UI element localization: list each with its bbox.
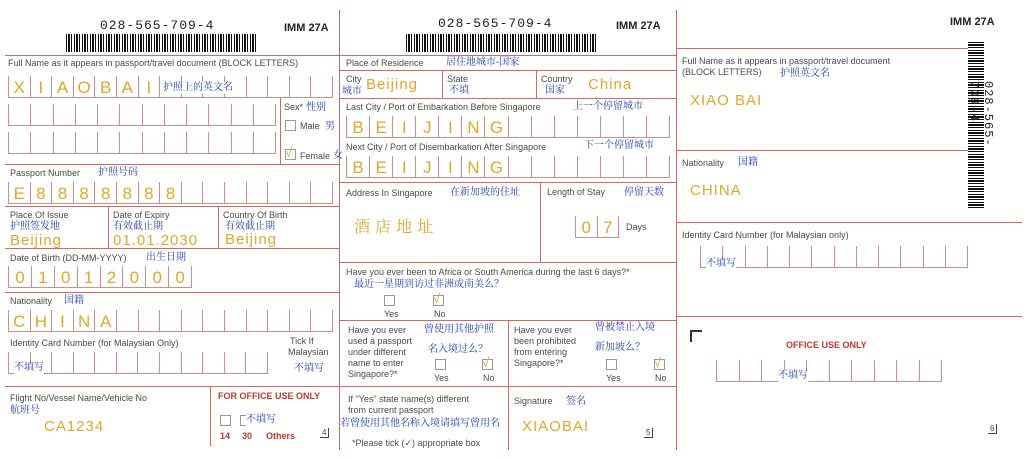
issue-label: Place Of Issue	[10, 210, 69, 220]
city-cn: 城市	[342, 86, 362, 97]
char-cell: A	[121, 78, 133, 97]
passport-label: Passport Number	[10, 168, 81, 178]
nationality-cn: 国籍	[64, 295, 84, 306]
right-office-cn: 不填写	[778, 370, 808, 381]
expiry-cn: 有效截止期	[113, 221, 163, 232]
sex-cn: 性别	[306, 102, 326, 113]
right-ic-label: Identity Card Number (for Malaysian only)	[682, 230, 849, 240]
if-yes-cn: 若曾使用其他名称入境请填写曾用名	[340, 418, 500, 429]
ic-row[interactable]	[8, 352, 268, 374]
rule	[108, 206, 109, 248]
char-cell: B	[100, 78, 112, 97]
char-cell: 0	[60, 268, 71, 287]
rule	[676, 150, 968, 151]
page-number-right: 6	[988, 424, 997, 434]
if-yes-label: If "Yes" state name(s) different from current passport	[348, 394, 469, 415]
residence-cn: 居住地城市-国家	[446, 57, 520, 68]
address-label: Address In Singapore	[346, 188, 433, 198]
rule	[5, 386, 339, 387]
nationality-label: Nationality	[10, 296, 53, 306]
prohibited-no-tick: √	[654, 355, 662, 370]
rule	[5, 206, 339, 207]
char-cell: G	[489, 158, 504, 177]
country-label: Country	[541, 74, 573, 84]
rule	[676, 316, 1022, 317]
country-value[interactable]: China	[588, 76, 633, 93]
right-nationality-value[interactable]: CHINA	[690, 182, 742, 199]
rule	[536, 70, 537, 98]
dob-cn: 出生日期	[146, 252, 186, 263]
passport-q-cn-2: 名入境过么？	[428, 344, 488, 355]
country-cn: 国家	[545, 85, 565, 96]
male-cn: 男	[325, 121, 335, 132]
char-cell: I	[401, 118, 407, 137]
char-cell: I	[146, 78, 152, 97]
rule	[218, 206, 219, 248]
prohibited-cn-1: 曾被禁止入境	[595, 322, 655, 333]
city-value[interactable]: Beijing	[366, 76, 419, 93]
office-14: 14	[220, 431, 231, 441]
char-cell: A	[100, 312, 112, 331]
barcode-middle	[406, 34, 596, 52]
char-cell: 0	[175, 268, 185, 287]
char-cell: I	[38, 78, 44, 97]
right-fullname-value[interactable]: XIAO BAI	[690, 92, 763, 109]
char-cell: 8	[122, 184, 132, 203]
passport-cn: 护照号码	[98, 167, 138, 178]
rule	[540, 182, 541, 262]
char-cell: 0	[129, 268, 140, 287]
signature-cn: 签名	[566, 396, 586, 407]
prohibited-q: Have you ever been prohibited from entering Singapore?*	[514, 325, 577, 368]
rule	[210, 386, 211, 446]
char-cell: 8	[36, 184, 46, 203]
char-cell: I	[60, 312, 65, 331]
last-city-cn: 上一个停留城市	[573, 101, 643, 112]
ic-cn: 不填写	[14, 362, 44, 373]
rule	[676, 222, 1022, 223]
char-cell: J	[423, 158, 432, 177]
char-cell: N	[77, 312, 91, 331]
right-fullname-label-1: Full Name as it appears in passport/travel document	[682, 56, 891, 66]
ic-label: Identity Card Number (for Malaysian Only)	[10, 338, 179, 348]
residence-label: Place of Residence	[346, 58, 424, 68]
prohibited-no-label: No	[655, 373, 667, 383]
doc-number-middle: 028-565-709-4	[438, 16, 553, 31]
passport-yes-checkbox[interactable]	[435, 359, 446, 370]
divider-left-middle	[339, 10, 340, 450]
char-cell: 0	[152, 268, 162, 287]
next-city-cn: 下一个停留城市	[584, 140, 654, 151]
malaysian-cn: 不填写	[294, 363, 324, 374]
char-cell: C	[13, 312, 26, 331]
page-number-middle: 5	[644, 428, 653, 438]
char-cell: O	[77, 78, 91, 97]
last-city-label: Last City / Port of Embarkation Before Singapore	[346, 102, 541, 112]
male-checkbox[interactable]	[285, 120, 296, 131]
char-cell: I	[447, 158, 453, 177]
barcode-left	[66, 34, 256, 52]
right-office-row[interactable]	[716, 360, 942, 382]
birth-country-cn: 有效截止期	[225, 221, 275, 232]
char-cell: H	[34, 312, 48, 331]
passport-q-cn-1: 曾使用其他护照	[424, 324, 494, 335]
africa-question: Have you ever been to Africa or South America during the last 6 days?*	[346, 267, 630, 277]
issue-value[interactable]: Beijing	[10, 232, 63, 249]
char-cell: A	[56, 78, 69, 97]
char-cell: B	[352, 118, 364, 137]
expiry-label: Date of Expiry	[113, 210, 170, 220]
char-cell: E	[13, 184, 25, 203]
char-cell: N	[467, 118, 480, 137]
char-cell: J	[423, 118, 432, 137]
stay-row[interactable]	[575, 216, 619, 238]
flight-cn: 航班号	[10, 405, 40, 416]
char-cell: I	[401, 158, 407, 177]
rule	[442, 70, 443, 98]
passport-no-tick: √	[482, 355, 490, 370]
state-label: State	[447, 74, 469, 84]
char-cell: 8	[57, 184, 68, 203]
right-office-label: OFFICE USE ONLY	[786, 340, 867, 350]
passport-no-label: No	[483, 373, 495, 383]
left-office-cn: 不填写	[246, 414, 276, 425]
office-box-14[interactable]	[220, 415, 231, 426]
next-city-row[interactable]	[346, 156, 670, 178]
passport-q: Have you ever used a passport under different name to enter Singapore?*	[348, 325, 413, 379]
rule	[339, 262, 676, 263]
right-ic-cn: 不填写	[706, 258, 736, 269]
char-cell: N	[467, 158, 480, 177]
form-code-right: IMM 27A	[950, 16, 995, 28]
char-cell: G	[489, 118, 504, 137]
fullname-label: Full Name as it appears in passport/travel document (BLOCK LETTERS)	[8, 58, 299, 68]
prohibited-yes-checkbox[interactable]	[606, 359, 617, 370]
char-cell: 8	[165, 184, 176, 203]
stay-cn: 停留天数	[624, 187, 664, 198]
divider-middle-right	[676, 10, 677, 450]
days-label: Days	[626, 222, 647, 232]
char-cell: 1	[83, 268, 94, 287]
char-cell: 1	[38, 268, 48, 287]
last-city-row[interactable]	[346, 116, 670, 138]
char-cell: I	[447, 118, 453, 137]
tick-note: *Please tick (✓) appropriate box	[352, 438, 481, 448]
flight-label: Flight No/Vessel Name/Vehicle No	[10, 393, 148, 403]
flight-value[interactable]: CA1234	[44, 418, 105, 435]
corner-mark	[690, 330, 702, 342]
malaysian-label: Malaysian	[288, 347, 329, 357]
dob-label: Date of Birth (DD-MM-YYYY)	[10, 253, 127, 263]
fullname-cn: 护照上的英文名	[163, 82, 233, 93]
left-office-label: FOR OFFICE USE ONLY	[218, 391, 321, 401]
rule	[5, 292, 339, 293]
tick-if-label: Tick If	[290, 336, 314, 346]
doc-number-left: 028-565-709-4	[100, 18, 215, 33]
rule	[5, 248, 339, 249]
char-cell: 8	[79, 184, 89, 203]
birth-country-value[interactable]: Beijing	[225, 231, 278, 248]
rule	[280, 98, 281, 164]
rule	[339, 98, 676, 99]
char-cell: B	[352, 158, 364, 177]
right-nationality-label: Nationality	[682, 158, 725, 168]
address-value[interactable]: 酒 店 地 址	[354, 217, 434, 236]
expiry-value[interactable]: 01.01.2030	[113, 232, 199, 249]
right-ic-row[interactable]	[700, 246, 968, 268]
char-cell: 0	[581, 218, 591, 237]
issue-cn: 护照签发地	[10, 221, 60, 232]
char-cell: X	[13, 78, 25, 97]
office-others: Others	[266, 431, 296, 441]
char-cell: E	[375, 118, 387, 137]
rule	[339, 182, 676, 183]
char-cell: 7	[603, 218, 613, 237]
africa-yes-label: Yes	[384, 309, 399, 319]
char-cell: E	[375, 158, 387, 177]
char-cell: 8	[144, 184, 154, 203]
rule	[508, 320, 509, 450]
africa-no-label: No	[434, 309, 446, 319]
char-cell: 0	[15, 268, 25, 287]
form-code-left: IMM 27A	[284, 22, 329, 34]
fullname-row-2[interactable]	[8, 104, 276, 126]
dob-row[interactable]	[8, 266, 192, 288]
rule	[5, 55, 339, 56]
right-nationality-cn: 国籍	[738, 157, 758, 168]
char-cell: 8	[100, 184, 111, 203]
prohibited-yes-label: Yes	[606, 373, 621, 383]
rule	[339, 55, 676, 56]
rule	[5, 164, 339, 165]
sex-label: Sex*	[284, 102, 304, 112]
prohibited-cn-2: 新加坡么？	[595, 342, 645, 353]
signature-label: Signature	[514, 396, 553, 406]
female-cn: 女	[333, 150, 343, 161]
male-label: Male	[300, 121, 320, 131]
female-label: Female	[300, 151, 331, 161]
passport-yes-label: Yes	[434, 373, 449, 383]
africa-no-tick: √	[433, 291, 441, 306]
rule	[676, 48, 968, 49]
right-fullname-label-2: (BLOCK LETTERS)	[682, 67, 762, 77]
form-code-middle: IMM 27A	[616, 20, 661, 32]
africa-cn: 最近一星期到访过非洲或南美么？	[354, 279, 504, 290]
nationality-row[interactable]	[8, 310, 333, 332]
office-30: 30	[242, 431, 253, 441]
address-cn: 在新加坡的住址	[450, 187, 520, 198]
fullname-row-3[interactable]	[8, 132, 276, 154]
stay-label: Length of Stay	[547, 187, 606, 197]
passport-row[interactable]	[8, 182, 333, 204]
rule	[339, 386, 676, 387]
page-number-left: 4	[320, 428, 329, 438]
signature-value[interactable]: XIAOBAI	[522, 418, 590, 435]
africa-yes-checkbox[interactable]	[384, 295, 395, 306]
city-label: City	[346, 74, 362, 84]
rule	[339, 70, 676, 71]
state-cn: 不填	[449, 85, 469, 96]
doc-number-right: 028-565-709-4	[967, 81, 995, 147]
next-city-label: Next City / Port of Disembarkation After Singapore	[346, 142, 547, 152]
female-tick: √	[285, 145, 293, 160]
char-cell: 2	[106, 268, 117, 287]
birth-country-label: Country Of Birth	[223, 210, 288, 220]
right-fullname-cn: 护照英文名	[780, 68, 830, 79]
